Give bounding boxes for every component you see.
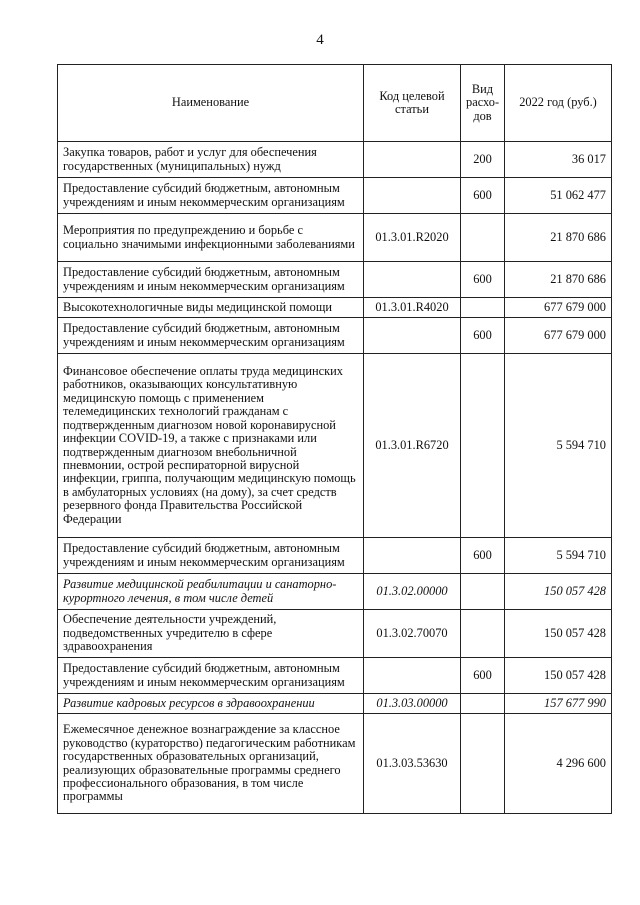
row-amount-cell: 677 679 000 bbox=[505, 298, 612, 318]
header-amount: 2022 год (руб.) bbox=[505, 65, 612, 142]
row-amount-cell: 157 677 990 bbox=[505, 694, 612, 714]
row-type-cell bbox=[461, 610, 505, 658]
row-code-cell: 01.3.02.00000 bbox=[364, 574, 461, 610]
row-name-cell: Обеспечение деятельности учреждений, подведомственных учредителю в сфере здравоохранения bbox=[58, 610, 364, 658]
row-amount-cell: 4 296 600 bbox=[505, 714, 612, 814]
row-type-cell bbox=[461, 694, 505, 714]
row-name-cell: Финансовое обеспечение оплаты труда медицинских работников, оказывающих консультативную медицинскую помощь с применением телемедицинских технологий гражданам с подтвержденным диагнозом новой коронавирусной инфекции COVID-19, а также с признаками или подтвержденным диагнозом внебольничной пневмонии, острой респираторной вирусной инфекции, гриппа, получающим медицинскую помощь в амбулаторных условиях (на дому), за счет средств резервного фонда Правительства Российской Федерации bbox=[58, 354, 364, 538]
row-amount-cell: 677 679 000 bbox=[505, 318, 612, 354]
row-type-cell: 600 bbox=[461, 262, 505, 298]
row-name-cell: Закупка товаров, работ и услуг для обеспечения государственных (муниципальных) нужд bbox=[58, 142, 364, 178]
row-type-cell: 600 bbox=[461, 178, 505, 214]
row-amount-cell: 150 057 428 bbox=[505, 658, 612, 694]
row-code-cell bbox=[364, 142, 461, 178]
table-row bbox=[58, 610, 612, 658]
row-amount-cell: 150 057 428 bbox=[505, 610, 612, 658]
row-type-cell: 600 bbox=[461, 318, 505, 354]
row-amount-cell: 21 870 686 bbox=[505, 262, 612, 298]
row-code-cell: 01.3.01.R2020 bbox=[364, 214, 461, 262]
row-code-cell bbox=[364, 178, 461, 214]
table-row bbox=[58, 574, 612, 610]
header-name: Наименование bbox=[58, 65, 364, 142]
row-name-cell: Предоставление субсидий бюджетным, автономным учреждениям и иным некоммерческим организациям bbox=[58, 658, 364, 694]
row-code-cell: 01.3.01.R4020 bbox=[364, 298, 461, 318]
table-row bbox=[58, 298, 612, 318]
row-name-cell: Предоставление субсидий бюджетным, автономным учреждениям и иным некоммерческим организациям bbox=[58, 262, 364, 298]
row-amount-cell: 5 594 710 bbox=[505, 538, 612, 574]
row-type-cell bbox=[461, 298, 505, 318]
row-name-cell: Ежемесячное денежное вознаграждение за классное руководство (кураторство) педагогическим работникам государственных образовательных организаций, реализующих образовательные программы среднего профессионального образования, в том числе программы bbox=[58, 714, 364, 814]
table-row bbox=[58, 318, 612, 354]
row-name-cell: Развитие кадровых ресурсов в здравоохранении bbox=[58, 694, 364, 714]
row-code-cell bbox=[364, 538, 461, 574]
table-row bbox=[58, 714, 612, 814]
row-type-cell bbox=[461, 714, 505, 814]
row-name-cell: Предоставление субсидий бюджетным, автономным учреждениям и иным некоммерческим организациям bbox=[58, 538, 364, 574]
table-row bbox=[58, 694, 612, 714]
page-number: 4 bbox=[316, 32, 324, 48]
row-name-cell: Развитие медицинской реабилитации и санаторно-курортного лечения, в том числе детей bbox=[58, 574, 364, 610]
table-row bbox=[58, 178, 612, 214]
table-row bbox=[58, 538, 612, 574]
row-amount-cell: 36 017 bbox=[505, 142, 612, 178]
table-row bbox=[58, 262, 612, 298]
row-type-cell bbox=[461, 214, 505, 262]
row-code-cell: 01.3.03.53630 bbox=[364, 714, 461, 814]
row-type-cell bbox=[461, 354, 505, 538]
table-header-row bbox=[58, 65, 612, 142]
row-code-cell: 01.3.01.R6720 bbox=[364, 354, 461, 538]
row-code-cell: 01.3.02.70070 bbox=[364, 610, 461, 658]
row-amount-cell: 21 870 686 bbox=[505, 214, 612, 262]
table-row bbox=[58, 214, 612, 262]
row-name-cell: Высокотехнологичные виды медицинской помощи bbox=[58, 298, 364, 318]
row-name-cell: Предоставление субсидий бюджетным, автономным учреждениям и иным некоммерческим организациям bbox=[58, 318, 364, 354]
table-body bbox=[58, 142, 612, 814]
header-type: Вид расхо-дов bbox=[461, 65, 505, 142]
row-type-cell: 600 bbox=[461, 658, 505, 694]
row-code-cell bbox=[364, 318, 461, 354]
table-row bbox=[58, 354, 612, 538]
row-amount-cell: 150 057 428 bbox=[505, 574, 612, 610]
table-row bbox=[58, 658, 612, 694]
row-code-cell bbox=[364, 262, 461, 298]
row-code-cell bbox=[364, 658, 461, 694]
row-amount-cell: 5 594 710 bbox=[505, 354, 612, 538]
row-amount-cell: 51 062 477 bbox=[505, 178, 612, 214]
row-code-cell: 01.3.03.00000 bbox=[364, 694, 461, 714]
row-type-cell: 200 bbox=[461, 142, 505, 178]
table-row bbox=[58, 142, 612, 178]
budget-table bbox=[57, 64, 612, 814]
row-name-cell: Мероприятия по предупреждению и борьбе с социально значимыми инфекционными заболеваниями bbox=[58, 214, 364, 262]
row-name-cell: Предоставление субсидий бюджетным, автономным учреждениям и иным некоммерческим организациям bbox=[58, 178, 364, 214]
row-type-cell bbox=[461, 574, 505, 610]
header-code: Код целевой статьи bbox=[364, 65, 461, 142]
row-type-cell: 600 bbox=[461, 538, 505, 574]
